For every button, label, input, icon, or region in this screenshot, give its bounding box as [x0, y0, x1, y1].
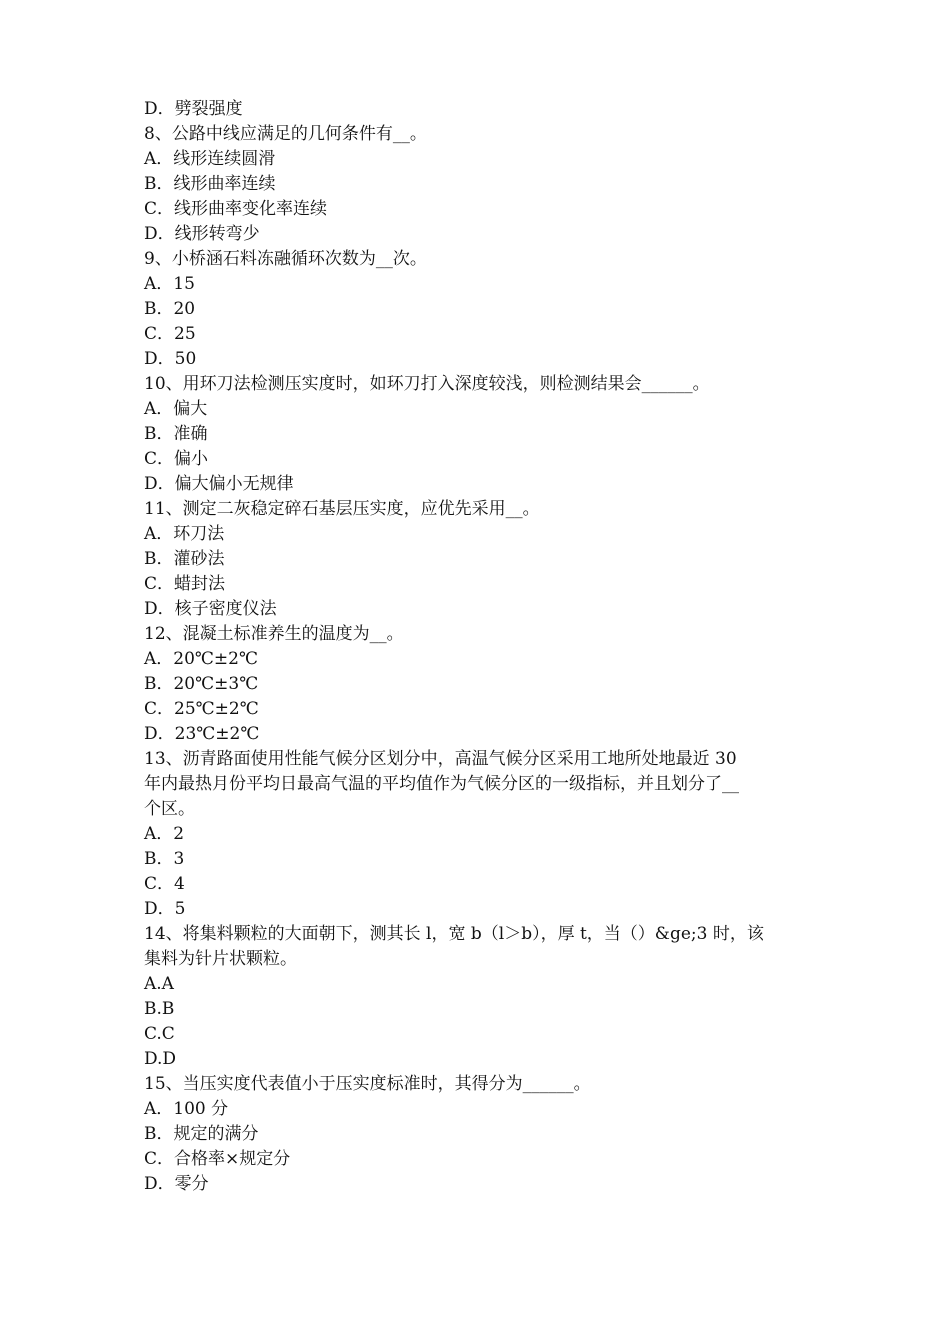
option-d-q10: D．偏大偏小无规律: [144, 474, 294, 494]
option-c-q9: C．25: [144, 324, 196, 344]
option-b-q12: B．20℃±3℃: [144, 674, 259, 694]
option-c-q8: C．线形曲率变化率连续: [144, 199, 328, 219]
option-b-q14: B.B: [144, 999, 175, 1019]
option-d-q8: D．线形转弯少: [144, 224, 260, 244]
option-c-q10: C．偏小: [144, 449, 209, 469]
option-d-q9: D．50: [144, 349, 197, 369]
question-11: 11、测定二灰稳定碎石基层压实度，应优先采用__。: [144, 499, 540, 519]
option-b-q13: B．3: [144, 849, 185, 869]
question-14-line-1: 14、将集料颗粒的大面朝下，测其长 l，宽 b（l＞b），厚 t，当（）&ge;3 时，该: [144, 924, 764, 944]
document-page: [144, 97, 808, 1197]
option-c-q15: C．合格率×规定分: [144, 1149, 291, 1169]
question-14-line-2: 集料为针片状颗粒。: [144, 949, 297, 969]
option-a-q15: A．100 分: [144, 1099, 229, 1119]
option-b-q8: B．线形曲率连续: [144, 174, 276, 194]
question-13-line-3: 个区。: [144, 799, 195, 819]
option-c-q14: C.C: [144, 1024, 175, 1044]
option-c-q11: C．蜡封法: [144, 574, 226, 594]
question-13-line-2: 年内最热月份平均日最高气温的平均值作为气候分区的一级指标，并且划分了__: [144, 774, 739, 794]
option-a-q9: A．15: [144, 274, 195, 294]
option-c-q13: C．4: [144, 874, 185, 894]
option-b-q10: B．准确: [144, 424, 208, 444]
option-a-q14: A.A: [144, 974, 174, 994]
question-15: 15、当压实度代表值小于压实度标准时，其得分为______。: [144, 1074, 591, 1094]
option-d-q11: D．核子密度仪法: [144, 599, 277, 619]
option-b-q9: B．20: [144, 299, 196, 319]
option-c-q12: C．25℃±2℃: [144, 699, 259, 719]
question-12: 12、混凝土标准养生的温度为__。: [144, 624, 404, 644]
option-a-q13: A．2: [144, 824, 185, 844]
option-a-q10: A．偏大: [144, 399, 208, 419]
option-d-q7: D．劈裂强度: [144, 99, 243, 119]
option-d-q15: D．零分: [144, 1174, 209, 1194]
option-a-q11: A．环刀法: [144, 524, 225, 544]
question-8: 8、公路中线应满足的几何条件有__。: [144, 124, 427, 144]
option-d-q14: D.D: [144, 1049, 177, 1069]
option-b-q11: B．灌砂法: [144, 549, 225, 569]
option-a-q8: A．线形连续圆滑: [144, 149, 276, 169]
question-9: 9、小桥涵石料冻融循环次数为__次。: [144, 249, 427, 269]
option-b-q15: B．规定的满分: [144, 1124, 259, 1144]
question-10: 10、用环刀法检测压实度时，如环刀打入深度较浅，则检测结果会______。: [144, 374, 710, 394]
option-d-q13: D．5: [144, 899, 186, 919]
option-a-q12: A．20℃±2℃: [144, 649, 259, 669]
option-d-q12: D．23℃±2℃: [144, 724, 260, 744]
question-13-line-1: 13、沥青路面使用性能气候分区划分中，高温气候分区采用工地所处地最近 30: [144, 749, 737, 769]
